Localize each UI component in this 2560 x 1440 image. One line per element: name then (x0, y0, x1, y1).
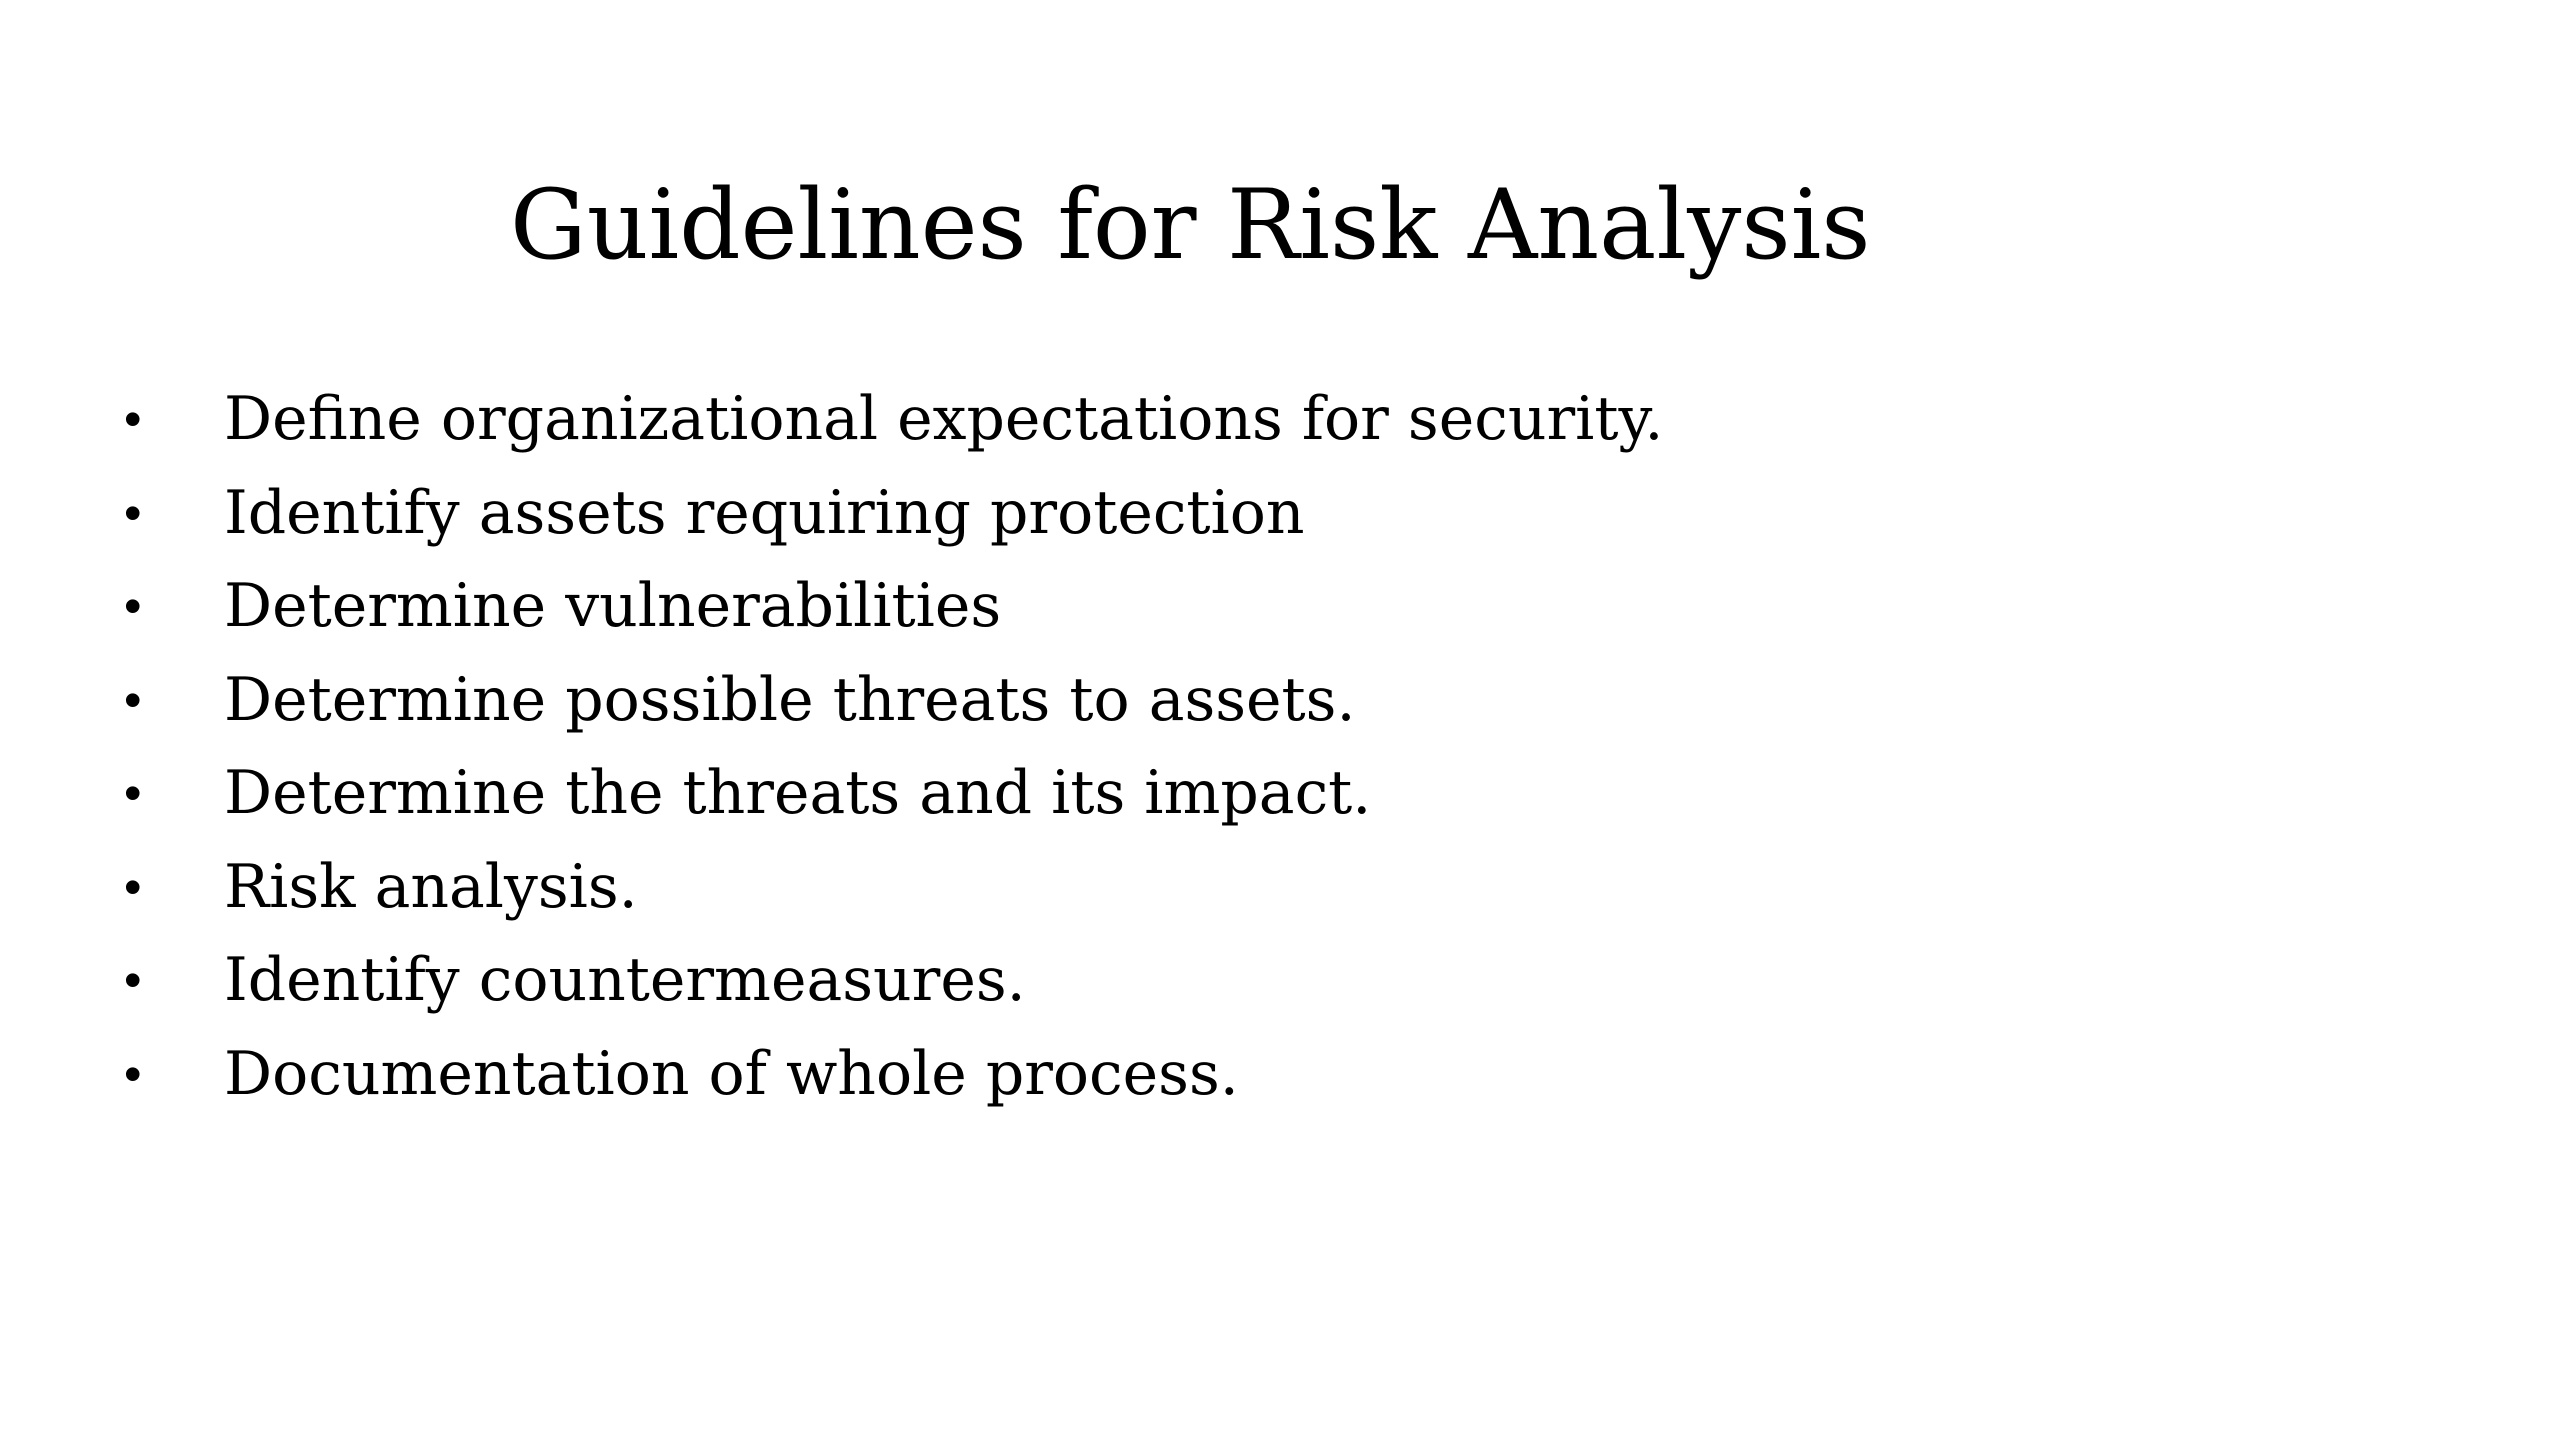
bullet-list (120, 373, 1663, 1121)
list-item-text: Determine the threats and its impact. (224, 758, 1372, 828)
bullet-icon: • (124, 671, 142, 728)
bullet-icon: • (124, 1045, 142, 1102)
list-item (120, 1028, 1663, 1122)
list-item-text: Determine vulnerabilities (224, 571, 1002, 641)
list-item (120, 747, 1663, 841)
slide-title: Guidelines for Risk Analysis (510, 169, 1871, 281)
list-item-text: Risk analysis. (224, 851, 638, 922)
list-item-text: Identify assets requiring protection (224, 477, 1305, 548)
bullet-icon: • (124, 858, 142, 915)
list-item-text: Documentation of whole process. (224, 1038, 1239, 1109)
list-item (120, 560, 1663, 654)
bullet-icon: • (124, 952, 142, 1008)
list-item (120, 934, 1663, 1028)
bullet-icon: • (124, 484, 142, 541)
list-item-text: Determine possible threats to assets. (224, 664, 1356, 735)
list-item (120, 467, 1663, 561)
bullet-icon: • (124, 578, 142, 634)
bullet-icon: • (124, 765, 142, 821)
list-item (120, 654, 1663, 748)
list-item (120, 373, 1663, 467)
list-item (120, 841, 1663, 935)
list-item-text: Identify countermeasures. (224, 945, 1026, 1015)
bullet-icon: • (124, 391, 142, 447)
list-item-text: Define organizational expectations for security. (224, 384, 1664, 454)
